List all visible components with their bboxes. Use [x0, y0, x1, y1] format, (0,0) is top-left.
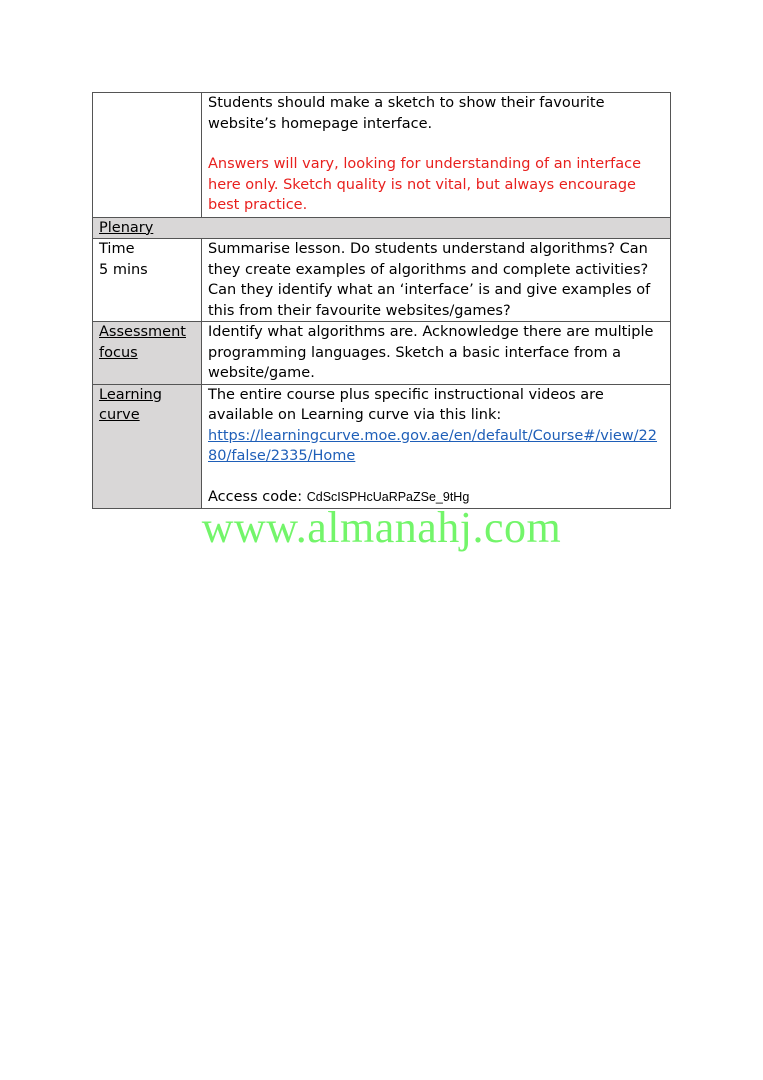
- learning-curve-cell: [202, 384, 671, 509]
- learning-curve-label: Learning curve: [99, 386, 162, 423]
- table-row-plenary-heading: [93, 217, 671, 239]
- plenary-summary-cell: [202, 239, 671, 322]
- table-row-plenary: [93, 239, 671, 322]
- plenary-summary: Summarise lesson. Do students understand algorithms? Can they create examples of algorithms and complete activities? Can they identify what an ‘interface’ is and give examples of this from their favourite websites/games?: [208, 241, 651, 319]
- access-code-value: CdScISPHcUaRPaZSe_9tHg: [306, 489, 470, 504]
- time-value: 5 mins: [99, 261, 148, 278]
- empty-cell: [93, 93, 202, 218]
- assessment-text: Identify what algorithms are. Acknowledge there are multiple programming languages. Sketch a basic interface from a website/game.: [208, 324, 654, 381]
- learning-curve-link[interactable]: https://learningcurve.moe.gov.ae/en/default/Course#/view/2280/false/2335/Home: [208, 427, 658, 464]
- table-row-sketch: [93, 93, 671, 218]
- assessment-label-cell: [93, 322, 202, 385]
- assessment-label: Assessment focus: [99, 324, 186, 361]
- access-code-label: Access code:: [208, 488, 303, 505]
- table-row-learning-curve: [93, 384, 671, 509]
- learning-curve-label-cell: [93, 384, 202, 509]
- time-cell: [93, 239, 202, 322]
- learning-curve-intro: The entire course plus specific instructional videos are available on Learning curve via this link:: [208, 386, 604, 423]
- table-row-assessment: [93, 322, 671, 385]
- sketch-cell: [202, 93, 671, 218]
- time-label: Time: [99, 241, 135, 257]
- lesson-plan-table: [92, 92, 671, 509]
- watermark-text: www.almanahj.com: [201, 503, 562, 552]
- sketch-instruction: Students should make a sketch to show their favourite website’s homepage interface.: [208, 95, 605, 132]
- sketch-answer-note: Answers will vary, looking for understanding of an interface here only. Sketch quality is not vital, but always encourage best practice.: [208, 156, 642, 213]
- assessment-text-cell: [202, 322, 671, 385]
- plenary-heading: Plenary: [99, 219, 154, 236]
- plenary-heading-cell: [93, 217, 671, 239]
